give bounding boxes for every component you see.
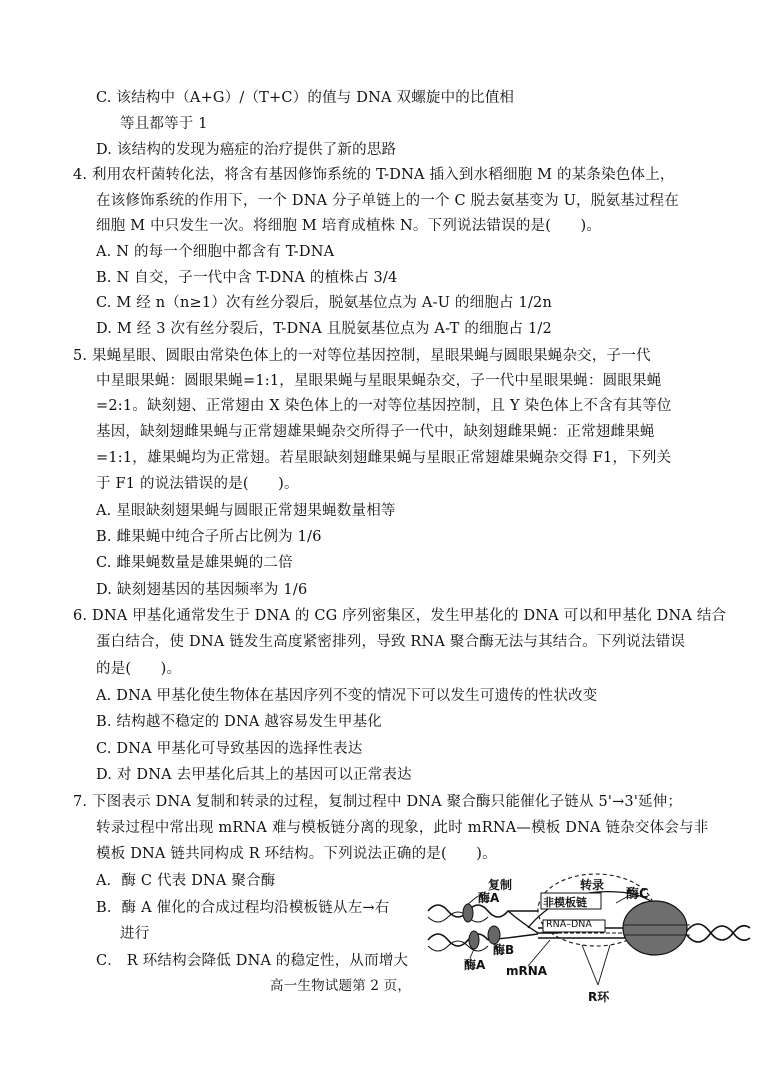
q4-option-b: B. N 自交，子一代中含 T-DNA 的植株占 3/4	[96, 270, 398, 286]
leader-r-loop-left	[582, 945, 598, 985]
q7-option-b-line1: B．酶 A 催化的合成过程均沿模板链从左→右	[96, 900, 390, 916]
q5-stem-line6: 于 F1 的说法错误的是( )。	[96, 476, 299, 492]
q5-stem-line3: =2:1。缺刻翅、正常翅由 X 染色体上的一对等位基因控制，且 Y 染色体上不含有其等位	[96, 398, 672, 414]
q6-option-a: A. DNA 甲基化使生物体在基因序列不变的情况下可以发生可遗传的性状改变	[96, 688, 598, 704]
q3-option-d: D. 该结构的发现为癌症的治疗提供了新的思路	[96, 142, 397, 158]
enzyme-c-shape	[623, 901, 687, 955]
q7-option-a: A．酶 C 代表 DNA 聚合酶	[96, 873, 276, 889]
q4-stem-line2: 在该修饰系统的作用下，一个 DNA 分子单链上的一个 C 脱去氨基变为 U，脱氨基过程在	[96, 193, 679, 209]
leader-r-loop-right	[598, 945, 610, 985]
q6-stem-line1: 6. DNA 甲基化通常发生于 DNA 的 CG 序列密集区，发生甲基化的 DNA 可以和甲基化 DNA 结合	[73, 608, 727, 624]
q7-option-c: C． R 环结构会降低 DNA 的稳定性，从而增大	[96, 953, 409, 969]
upper-daughter-strand	[428, 905, 538, 917]
label-transcription: 转录	[580, 878, 605, 892]
enzyme-a-top-shape	[463, 904, 473, 922]
q7-stem-line2: 转录过程中常出现 mRNA 难与模板链分离的现象，此时 mRNA—模板 DNA 链杂交体会与非	[96, 820, 709, 836]
label-rna-dna-hybrid: RNA–DNA	[546, 919, 592, 930]
q6-stem-line3: 的是( )。	[96, 661, 182, 677]
q5-stem-line1: 5. 果蝇星眼、圆眼由常染色体上的一对等位基因控制，星眼果蝇与圆眼果蝇杂交，子一代	[73, 348, 651, 364]
q4-stem-line3: 细胞 M 中只发生一次。将细胞 M 培育成植株 N。下列说法错误的是( )。	[96, 218, 602, 234]
leader-enzyme-a-top	[468, 896, 478, 904]
label-enzyme-a-bottom: 酶A	[464, 958, 486, 972]
q3-option-c-line2: 等且都等于 1	[120, 116, 208, 132]
q4-option-d: D. M 经 3 次有丝分裂后，T-DNA 且脱氨基位点为 A-T 的细胞占 1/2	[96, 321, 552, 337]
q4-stem-line1: 4. 利用农杆菌转化法，将含有基因修饰系统的 T-DNA 插入到水稻细胞 M 的某条染色体上，	[73, 167, 675, 183]
label-enzyme-b: 酶B	[493, 943, 515, 957]
q5-stem-line5: =1:1，雄果蝇均为正常翅。若星眼缺刻翅雌果蝇与星眼正常翅雄果蝇杂交得 F1，下列关	[96, 450, 672, 466]
q5-option-a: A. 星眼缺刻翅果蝇与圆眼正常翅果蝇数量相等	[96, 503, 396, 519]
q7-stem-line1: 7. 下图表示 DNA 复制和转录的过程，复制过程中 DNA 聚合酶只能催化子链从 5'→3'延伸；	[73, 794, 683, 810]
q7-option-b-line2: 进行	[120, 926, 150, 942]
label-replication: 复制	[488, 878, 513, 892]
label-enzyme-a-top: 酶A	[478, 891, 500, 905]
q4-option-c: C. M 经 n（n≥1）次有丝分裂后，脱氨基位点为 A-U 的细胞占 1/2n	[96, 295, 553, 311]
leader-mrna	[528, 940, 550, 966]
q5-option-c: C. 雌果蝇数量是雄果蝇的二倍	[96, 555, 293, 571]
page-footer: 高一生物试题第 2 页，	[270, 978, 412, 994]
q6-option-b: B. 结构越不稳定的 DNA 越容易发生甲基化	[96, 714, 382, 730]
label-mrna: mRNA	[506, 964, 548, 978]
q5-stem-line4: 基因，缺刻翅雌果蝇与正常翅雄果蝇杂交所得子一代中，缺刻翅雌果蝇：正常翅雌果蝇	[96, 424, 655, 440]
q6-stem-line2: 蛋白结合，使 DNA 链发生高度紧密排列，导致 RNA 聚合酶无法与其结合。下列说法错误	[96, 634, 686, 650]
q6-option-d: D. 对 DNA 去甲基化后其上的基因可以正常表达	[96, 767, 412, 783]
label-non-template-strand: 非模板链	[543, 896, 587, 909]
label-enzyme-c: 酶C	[626, 887, 649, 902]
label-r-loop: R环	[588, 990, 610, 1004]
q6-option-c: C. DNA 甲基化可导致基因的选择性表达	[96, 741, 363, 757]
enzyme-a-bottom-shape	[469, 931, 479, 949]
q4-option-a: A. N 的每一个细胞中都含有 T-DNA	[96, 244, 335, 260]
q5-option-b: B. 雌果蝇中纯合子所占比例为 1/6	[96, 529, 322, 545]
q3-option-c-line1: C. 该结构中（A+G）/（T+C）的值与 DNA 双螺旋中的比值相	[96, 90, 515, 106]
q7-stem-line3: 模板 DNA 链共同构成 R 环结构。下列说法正确的是( )。	[96, 846, 497, 862]
q5-option-d: D. 缺刻翅基因的基因频率为 1/6	[96, 582, 308, 598]
q5-stem-line2: 中星眼果蝇：圆眼果蝇=1:1，星眼果蝇与星眼果蝇杂交，子一代中星眼果蝇：圆眼果蝇	[96, 373, 662, 389]
